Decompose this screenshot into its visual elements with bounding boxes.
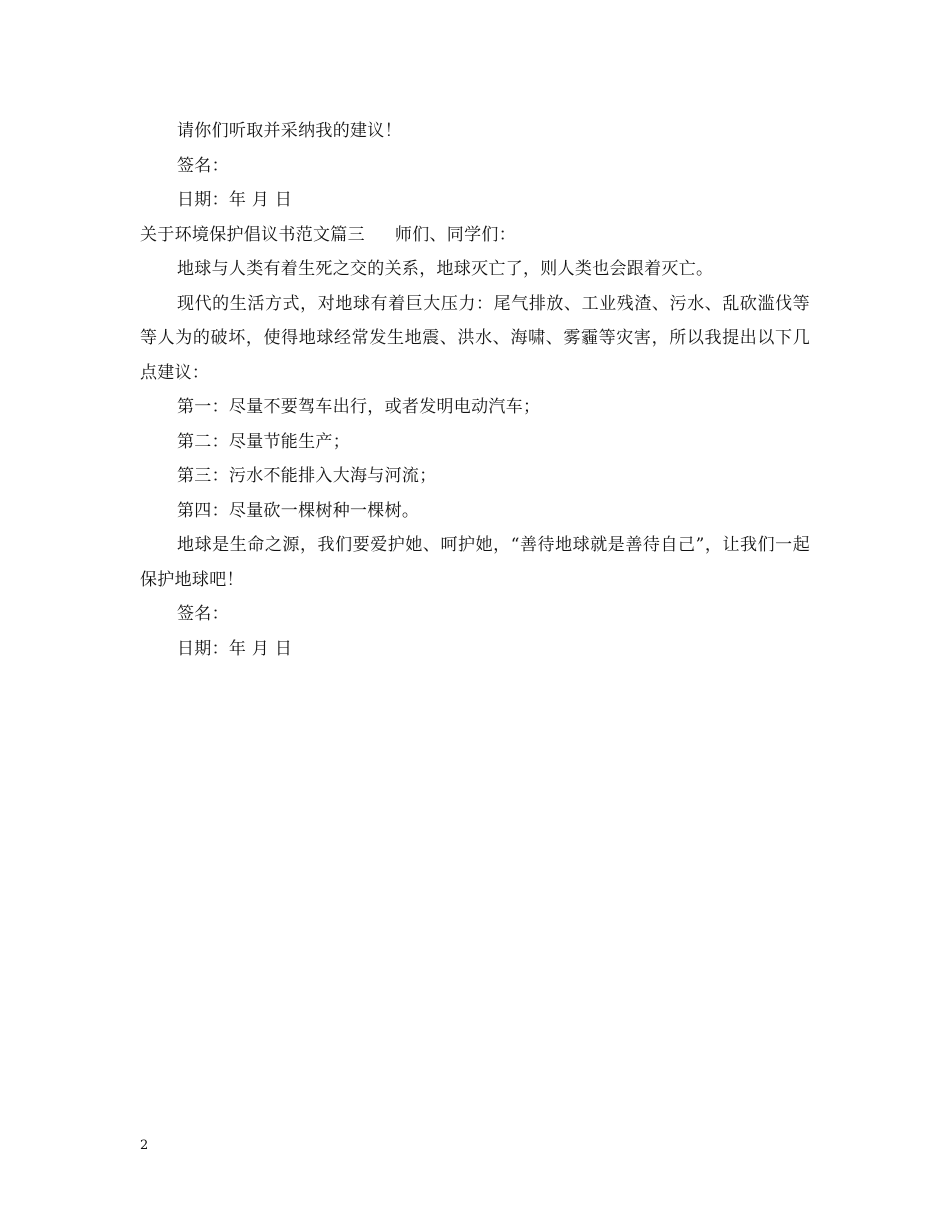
section-title: 关于环境保护倡议书范文篇三	[140, 224, 365, 245]
suggestion-item: 第四：尽量砍一棵树种一棵树。	[177, 500, 420, 521]
conclusion-paragraph: 地球是生命之源，我们要爱护她、呵护她，“善待地球就是善待自己”，让我们一起保护地球吧！	[140, 535, 810, 590]
date-line: 日期：年 月 日	[177, 638, 293, 659]
page-number: 2	[140, 1138, 149, 1153]
section-heading	[140, 218, 810, 253]
document-body	[140, 114, 810, 666]
signature-line: 签名：	[177, 604, 229, 624]
signature-line: 签名：	[177, 155, 229, 176]
salutation: 师们、同学们：	[394, 224, 517, 245]
suggestion-item: 第三：污水不能排入大海与河流；	[177, 466, 437, 486]
body-paragraph: 地球与人类有着生死之交的关系，地球灭亡了，则人类也会跟着灭亡。	[177, 259, 714, 279]
suggestion-item: 第二：尽量节能生产；	[177, 431, 350, 452]
closing-request: 请你们听取并采纳我的建议！	[177, 121, 402, 141]
body-paragraph: 现代的生活方式，对地球有着巨大压力：尾气排放、工业残渣、污水、乱砍滥伐等等人为的破坏，使得地球经常发生地震、洪水、海啸、雾霾等灾害，所以我提出以下几点建议：	[140, 293, 810, 383]
date-line: 日期：年 月 日	[177, 190, 293, 210]
suggestion-item: 第一：尽量不要驾车出行，或者发明电动汽车；	[177, 397, 541, 417]
